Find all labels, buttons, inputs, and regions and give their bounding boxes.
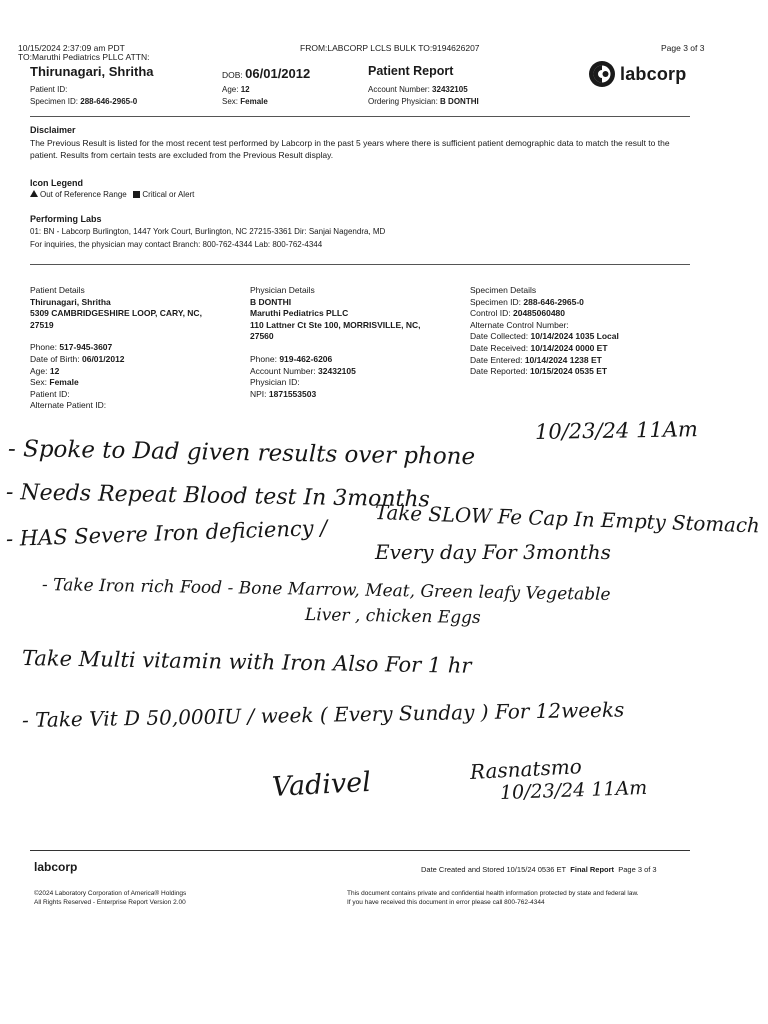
header-sex: Sex: Female — [222, 97, 268, 106]
patient-age: Age: 12 — [30, 365, 60, 376]
control-id: Control ID: 20485060480 — [470, 308, 566, 319]
handwritten-note-3: - HAS Severe Iron deficiency / — [5, 515, 328, 551]
date-reported: Date Reported: 10/15/2024 0535 ET — [470, 366, 608, 377]
fax-from-to: FROM:LABCORP LCLS BULK TO:9194626207 — [300, 43, 480, 53]
patient-address-line2: 27519 — [30, 319, 54, 330]
physician-id: Physician ID: — [250, 377, 300, 388]
date-entered: Date Entered: 10/14/2024 1238 ET — [470, 354, 602, 365]
specimen-details — [470, 285, 619, 378]
icon-legend: Out of Reference Range Critical or Alert — [30, 190, 194, 200]
performing-lab-line1: 01: BN - Labcorp Burlington, 1447 York Court, Burlington, NC 27215-3361 Dir: Sanjai Nagendra, MD — [30, 227, 386, 236]
footer-confidential-1: This document contains private and confidential health information protected by state and federal law. — [347, 890, 639, 897]
header-account: Account Number: 32432105 — [368, 85, 468, 94]
handwritten-note-3b: Take SLOW Fe Cap In Empty Stomach — [374, 500, 761, 538]
square-icon — [133, 191, 140, 198]
fax-timestamp: 10/15/2024 2:37:09 am PDT — [18, 43, 125, 53]
patient-details-name: Thirunagari, Shritha — [30, 296, 111, 307]
triangle-icon — [30, 190, 38, 197]
disclaimer-title: Disclaimer — [30, 125, 76, 135]
header-dob: DOB: 06/01/2012 — [222, 66, 311, 81]
handwritten-note-5: Take Multi vitamin with Iron Also For 1 hr — [21, 646, 472, 678]
header-ordering-physician: Ordering Physician: B DONTHI — [368, 97, 479, 106]
physician-details — [250, 285, 421, 400]
patient-dob: Date of Birth: 06/01/2012 — [30, 353, 125, 364]
performing-lab-line2: For inquiries, the physician may contact Branch: 800-762-4344 Lab: 800-762-4344 — [30, 240, 323, 249]
handwritten-signature: Vadivel — [271, 766, 372, 803]
fax-page: Page 3 of 3 — [661, 43, 705, 53]
physician-address-line2: 27560 — [250, 331, 274, 342]
header-specimen-id: Specimen ID: 288-646-2965-0 — [30, 97, 138, 106]
handwritten-signature-date: 10/23/24 11Am — [499, 776, 648, 804]
date-collected: Date Collected: 10/14/2024 1035 Local — [470, 331, 619, 342]
patient-details — [30, 285, 202, 412]
patient-details-title: Patient Details — [30, 285, 85, 295]
footer-confidential-2: If you have received this document in error please call 800-762-4344 — [347, 899, 545, 906]
header-patient-id-label: Patient ID: — [30, 85, 68, 94]
physician-address-line1: 110 Lattner Ct Ste 100, MORRISVILLE, NC, — [250, 319, 421, 330]
handwritten-signature-name: Rasnatsmo — [469, 754, 583, 784]
patient-name-header: Thirunagari, Shritha — [30, 64, 154, 79]
divider — [30, 264, 690, 265]
disclaimer-text: The Previous Result is listed for the most recent test performed by Labcorp in the past 5 years where there is sufficient patient demographic data to match the result to the patient. Results from certain tests are excluded from the Previous Result display. — [30, 138, 670, 160]
labcorp-logo-icon — [588, 60, 616, 88]
physician-details-title: Physician Details — [250, 285, 315, 295]
header-age: Age: 12 — [222, 85, 250, 94]
handwritten-note-1-date: 10/23/24 11Am — [534, 417, 698, 444]
physician-phone: Phone: 919-462-6206 — [250, 353, 333, 364]
specimen-details-title: Specimen Details — [470, 285, 537, 295]
icon-legend-title: Icon Legend — [30, 178, 84, 188]
handwritten-note-1: - Spoke to Dad given results over phone — [7, 436, 476, 471]
patient-sex: Sex: Female — [30, 377, 79, 388]
handwritten-note-4: - Take Iron rich Food - Bone Marrow, Meat, Green leafy Vegetable — [41, 575, 611, 605]
date-received: Date Received: 10/14/2024 0000 ET — [470, 342, 608, 353]
physician-name: B DONTHI — [250, 296, 292, 307]
physician-practice: Maruthi Pediatrics PLLC — [250, 308, 349, 319]
labcorp-logo — [588, 60, 686, 88]
footer-brand: labcorp — [34, 860, 78, 874]
fax-to-line: TO:Maruthi Pediatrics PLLC ATTN: — [18, 52, 150, 62]
handwritten-note-3c: Every day For 3months — [375, 540, 611, 564]
footer-created: Date Created and Stored 10/15/24 0536 ET Final Report Page 3 of 3 — [421, 865, 657, 874]
footer-rights: All Rights Reserved - Enterprise Report Version 2.00 — [34, 899, 186, 906]
labcorp-logo-text: labcorp — [620, 63, 687, 84]
alternate-patient-id: Alternate Patient ID: — [30, 400, 107, 411]
handwritten-note-4b: Liver , chicken Eggs — [304, 605, 481, 629]
patient-address-line1: 5309 CAMBRIDGESHIRE LOOP, CARY, NC, — [30, 308, 202, 319]
divider — [30, 116, 690, 117]
physician-account: Account Number: 32432105 — [250, 365, 356, 376]
handwritten-note-2: - Needs Repeat Blood test In 3months — [5, 480, 431, 513]
alternate-control-number: Alternate Control Number: — [470, 319, 569, 330]
patient-phone: Phone: 517-945-3607 — [30, 342, 113, 353]
patient-id: Patient ID: — [30, 388, 70, 399]
handwritten-note-6: - Take Vit D 50,000IU / week ( Every Sunday ) For 12weeks — [21, 697, 625, 732]
report-title: Patient Report — [368, 64, 454, 78]
footer-divider — [30, 850, 690, 851]
performing-labs-title: Performing Labs — [30, 214, 102, 224]
footer-copyright: ©2024 Laboratory Corporation of America® Holdings — [34, 890, 187, 897]
physician-npi: NPI: 1871553503 — [250, 388, 317, 399]
specimen-id: Specimen ID: 288-646-2965-0 — [470, 296, 584, 307]
